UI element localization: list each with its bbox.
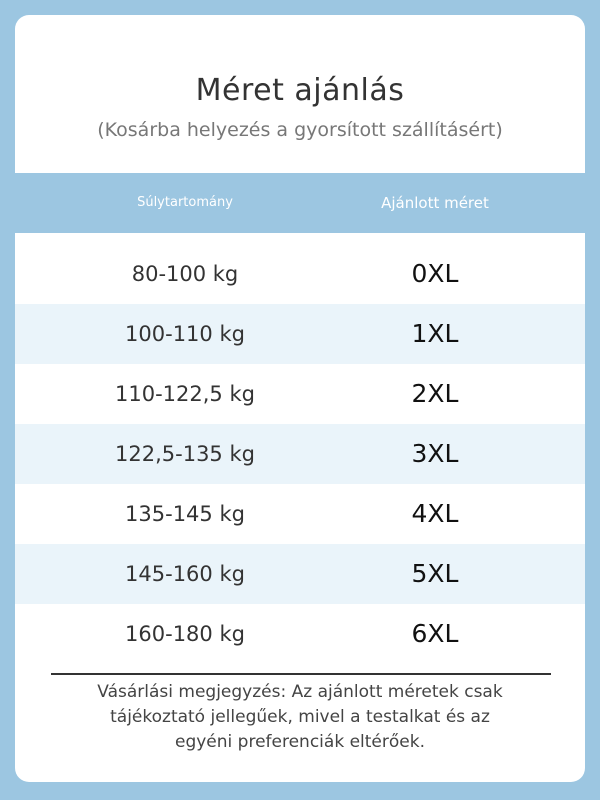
column-header-weight: Súlytartomány xyxy=(137,195,233,210)
table-row xyxy=(15,244,585,304)
size-cell: 2XL xyxy=(411,379,459,408)
weight-cell: 100-110 kg xyxy=(125,322,245,346)
column-header-size: Ajánlott méret xyxy=(381,194,489,212)
divider xyxy=(51,673,551,675)
size-cell: 0XL xyxy=(411,259,459,288)
size-cell: 6XL xyxy=(411,619,459,648)
weight-cell: 80-100 kg xyxy=(131,262,239,286)
table-row xyxy=(15,304,585,364)
size-chart-card xyxy=(15,15,585,782)
size-table xyxy=(15,244,585,664)
weight-cell: 135-145 kg xyxy=(125,502,245,526)
table-header xyxy=(15,173,585,233)
weight-cell: 145-160 kg xyxy=(125,562,245,586)
size-cell: 1XL xyxy=(411,319,459,348)
page-subtitle: (Kosárba helyezés a gyorsított szállításért) xyxy=(97,119,503,141)
note-line: Vásárlási megjegyzés: Az ajánlott méretek csak xyxy=(97,682,503,702)
table-row xyxy=(15,364,585,424)
table-row xyxy=(15,484,585,544)
weight-cell: 110-122,5 kg xyxy=(115,382,255,406)
note-line: tájékoztató jellegűek, mivel a testalkat és az xyxy=(110,707,490,727)
page-title: Méret ajánlás xyxy=(195,73,405,108)
purchase-note xyxy=(45,680,555,755)
table-row xyxy=(15,544,585,604)
size-cell: 5XL xyxy=(411,559,459,588)
weight-cell: 160-180 kg xyxy=(125,622,245,646)
table-row xyxy=(15,424,585,484)
table-row xyxy=(15,604,585,664)
weight-cell: 122,5-135 kg xyxy=(115,442,255,466)
size-cell: 3XL xyxy=(411,439,459,468)
note-line: egyéni preferenciák eltérőek. xyxy=(175,732,425,752)
size-cell: 4XL xyxy=(411,499,459,528)
